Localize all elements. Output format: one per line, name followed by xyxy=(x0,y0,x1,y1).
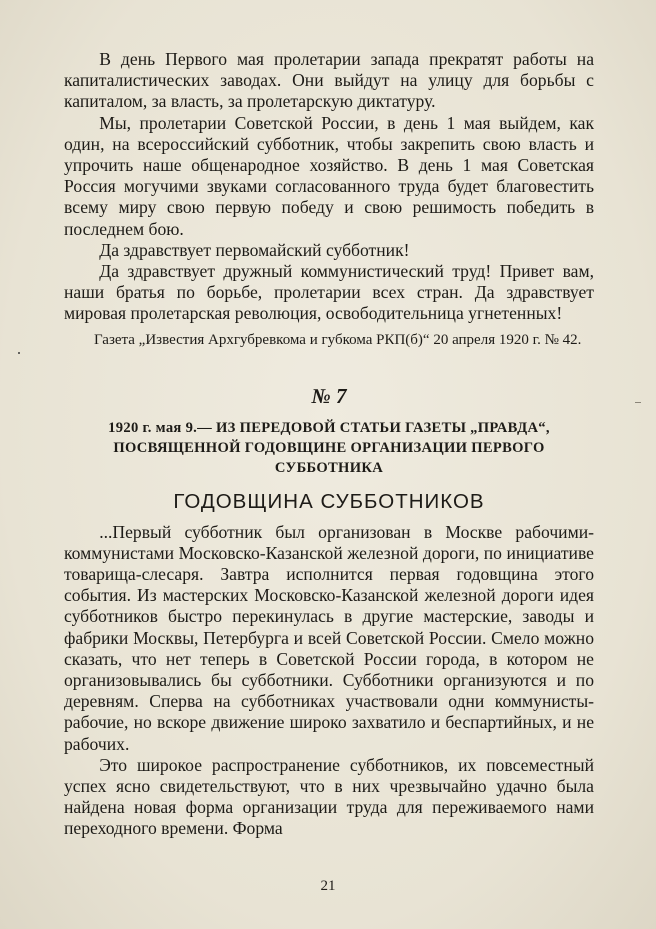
intro-paragraph-4: Да здравствует дружный коммунистический труд! Привет вам, наши братья по борьбе, пролетарии всех стран. Да здравствует мировая пролетарская революция, освободительница угнетенных! xyxy=(64,261,594,324)
paper-speck xyxy=(18,352,20,354)
document-heading-text: ИЗ ПЕРЕДОВОЙ СТАТЬИ ГАЗЕТЫ „ПРАВДА“, ПОСВЯЩЕННОЙ ГОДОВЩИНЕ ОРГАНИЗАЦИИ ПЕРВОГО СУББОТНИКА xyxy=(113,419,550,476)
page-number: 21 xyxy=(320,878,336,894)
intro-paragraph-1: В день Первого мая пролетарии запада прекратят работы на капиталистических заводах. Они выйдут на улицу для борьбы с капиталом, за власть, за пролетарскую диктатуру. xyxy=(64,49,594,112)
article-paragraph-1: ...Первый субботник был организован в Москве рабочими-коммунистами Московско-Казанской железной дороги, по инициативе товарища-слесаря. Завтра исполнится первая годовщина этого события. Из мастерских Московско-Казанской железной дороги идея субботников быстро перекинулась в другие мастерские, заводы и фабрики Москвы, Петербурга и всей Советской России. Смело можно сказать, что нет теперь в Советской России города, в котором не организовывались бы субботники. Субботники организуются и по деревням. Сперва на субботниках участвовали одни коммунисты-рабочие, но вскоре движение широко захватило и беспартийных, и не рабочих. xyxy=(64,521,594,754)
article-title: ГОДОВЩИНА СУББОТНИКОВ xyxy=(173,489,485,513)
document-number: № 7 xyxy=(311,383,347,408)
intro-paragraph-2: Мы, пролетарии Советской России, в день 1 мая выйдем, как один, на всероссийский субботник, чтобы закрепить свою власть и упрочить наше общенародное хозяйство. В день 1 мая Советская Россия могучими звуками согласованного труда будет благовестить всему миру свою первую победу и свою решимость победить в последнем бою. xyxy=(64,112,594,239)
intro-paragraph-3: Да здравствует первомайский субботник! xyxy=(99,239,410,260)
document-heading xyxy=(64,418,594,478)
source-note: Газета „Известия Архгубревкома и губкома РКП(б)“ 20 апреля 1920 г. № 42. xyxy=(94,331,582,348)
paper-speck xyxy=(635,402,641,403)
document-date: 1920 г. мая 9.— xyxy=(108,419,213,436)
article-paragraph-2: Это широкое распространение субботников, их повсеместный успех ясно свидетельствуют, что в них чрезвычайно удачно была найдена новая форма организации труда для переживаемого нами переходного времени. Форма xyxy=(64,754,594,839)
